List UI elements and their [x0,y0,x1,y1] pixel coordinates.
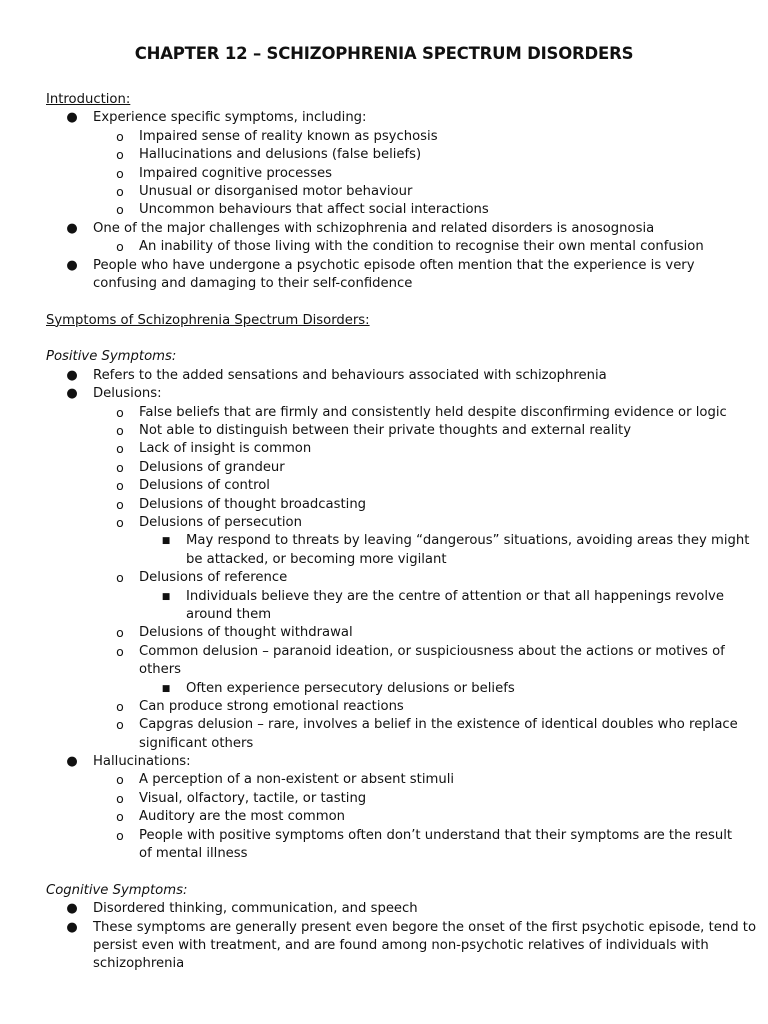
list-item-text: Delusions: [93,386,162,402]
list-item-text: These symptoms are generally present even begore the onset of the first psychotic episode, tend to [93,919,757,935]
bullet-marker: o [116,625,124,641]
list-item-text: Delusions of grandeur [139,459,285,475]
list-item-text: One of the major challenges with schizophrenia and related disorders is anosognosia [93,220,655,236]
bullet-marker: o [116,698,124,714]
list-item [0,183,768,201]
list-item-text: Delusions of thought broadcasting [139,496,367,512]
spacer [0,863,768,881]
bullet-marker: o [116,717,124,733]
list-item [0,477,768,495]
list-item [0,753,768,771]
list-item-text: Hallucinations and delusions (false beliefs) [139,147,422,163]
list-item-text: others [139,662,182,678]
list-item-text: Refers to the added sensations and behaviours associated with schizophrenia [93,367,607,383]
bullet-marker: o [116,147,124,163]
list-item [0,220,768,238]
list-item-text: An inability of those living with the condition to recognise their own mental confusion [139,239,704,255]
list-item-continuation [0,606,768,624]
bullet-marker: o [116,809,124,825]
list-item [0,698,768,716]
list-item-text: May respond to threats by leaving “dangerous” situations, avoiding areas they might [186,533,750,549]
list-item-text: around them [186,606,272,622]
bullet-marker: o [116,772,124,788]
list-item [0,588,768,606]
bullet-marker: o [116,239,124,255]
list-item [0,514,768,532]
bullet-marker: o [116,478,124,494]
list-item-text: Experience specific symptoms, including: [93,110,367,126]
list-item-text: be attacked, or becoming more vigilant [186,551,447,567]
list-item-text: Delusions of reference [139,570,288,586]
list-item [0,643,768,661]
section-heading-introduction: Introduction: [46,92,131,107]
bullet-marker: o [116,459,124,475]
subsection-heading-cognitive: Cognitive Symptoms: [46,882,188,898]
list-item [0,680,768,698]
bullet-marker: o [116,514,124,530]
list-item [0,385,768,403]
list-item [0,404,768,422]
list-item [0,422,768,440]
list-item [0,440,768,458]
bullet-marker: o [116,128,124,144]
list-item-text: Disordered thinking, communication, and speech [93,901,418,917]
bullet-marker: ■ [161,683,171,694]
bullet-marker: o [116,183,124,199]
list-item [0,716,768,734]
list-item [0,808,768,826]
list-item-text: Capgras delusion – rare, involves a belief in the existence of identical doubles who replace [139,717,738,733]
list-item [0,771,768,789]
list-item-text: Delusions of persecution [139,514,302,530]
bullet-marker: ■ [161,591,171,602]
list-item-text: People with positive symptoms often don’t understand that their symptoms are the result [139,827,733,843]
list-item-text: Delusions of thought withdrawal [139,625,353,641]
list-item [0,459,768,477]
list-item-text: of mental illness [139,846,248,862]
list-item [0,146,768,164]
bullet-marker: ● [66,110,78,126]
document-body [0,91,768,974]
list-item-text: Often experience persecutory delusions or beliefs [186,680,515,696]
list-item-continuation [0,661,768,679]
page-title: CHAPTER 12 – SCHIZOPHRENIA SPECTRUM DISORDERS [134,44,634,63]
list-item-text: Delusions of control [139,478,270,494]
list-item-continuation [0,275,768,293]
list-item [0,900,768,918]
list-item-text: significant others [139,735,254,751]
bullet-marker: o [116,441,124,457]
bullet-marker: ● [66,901,78,917]
bullet-marker: ■ [161,536,171,547]
list-item-text: False beliefs that are firmly and consistently held despite disconfirming evidence or logic [139,404,727,420]
list-item [0,165,768,183]
list-item-text: A perception of a non-existent or absent stimuli [139,772,455,788]
section-heading-symptoms: Symptoms of Schizophrenia Spectrum Disorders: [46,312,370,328]
list-item [0,109,768,127]
spacer [0,293,768,311]
list-item-text: Common delusion – paranoid ideation, or suspiciousness about the actions or motives of [139,643,725,659]
list-item [0,532,768,550]
list-item-text: Individuals believe they are the centre of attention or that all happenings revolve [186,588,724,604]
list-item [0,128,768,146]
list-item-text: Visual, olfactory, tactile, or tasting [139,790,367,806]
list-item-text: Can produce strong emotional reactions [139,698,404,714]
bullet-marker: ● [66,367,78,383]
bullet-marker: o [116,202,124,218]
bullet-marker: o [116,790,124,806]
list-item-text: Unusual or disorganised motor behaviour [139,183,413,199]
bullet-marker: ● [66,257,78,273]
list-item [0,367,768,385]
list-item-text: Impaired cognitive processes [139,165,332,181]
list-item-text: confusing and damaging to their self-confidence [93,275,413,291]
bullet-marker: o [116,570,124,586]
bullet-marker: o [116,643,124,659]
bullet-marker: ● [66,754,78,770]
bullet-marker: ● [66,919,78,935]
list-item [0,238,768,256]
list-item [0,919,768,937]
list-item-continuation [0,845,768,863]
bullet-marker: ● [66,386,78,402]
list-item [0,496,768,514]
list-item-continuation [0,937,768,955]
list-item-text: People who have undergone a psychotic episode often mention that the experience is very [93,257,695,273]
list-item-text: Not able to distinguish between their private thoughts and external reality [139,423,632,439]
list-item-text: Lack of insight is common [139,441,312,457]
bullet-marker: o [116,496,124,512]
bullet-marker: o [116,165,124,181]
list-item [0,827,768,845]
list-item-text: Auditory are the most common [139,809,346,825]
list-item-text: Impaired sense of reality known as psychosis [139,128,438,144]
bullet-marker: o [116,827,124,843]
subsection-heading-positive: Positive Symptoms: [46,349,177,365]
list-item [0,624,768,642]
list-item-text: persist even with treatment, and are found among non-psychotic relatives of individuals with [93,937,709,953]
list-item-text: Hallucinations: [93,754,191,770]
list-item-text: schizophrenia [93,956,185,972]
spacer [0,330,768,348]
list-item [0,257,768,275]
list-item-continuation [0,551,768,569]
list-item [0,201,768,219]
list-item-text: Uncommon behaviours that affect social interactions [139,202,489,218]
list-item [0,790,768,808]
list-item-continuation [0,735,768,753]
bullet-marker: o [116,404,124,420]
list-item [0,569,768,587]
list-item-continuation [0,955,768,973]
bullet-marker: ● [66,220,78,236]
bullet-marker: o [116,423,124,439]
